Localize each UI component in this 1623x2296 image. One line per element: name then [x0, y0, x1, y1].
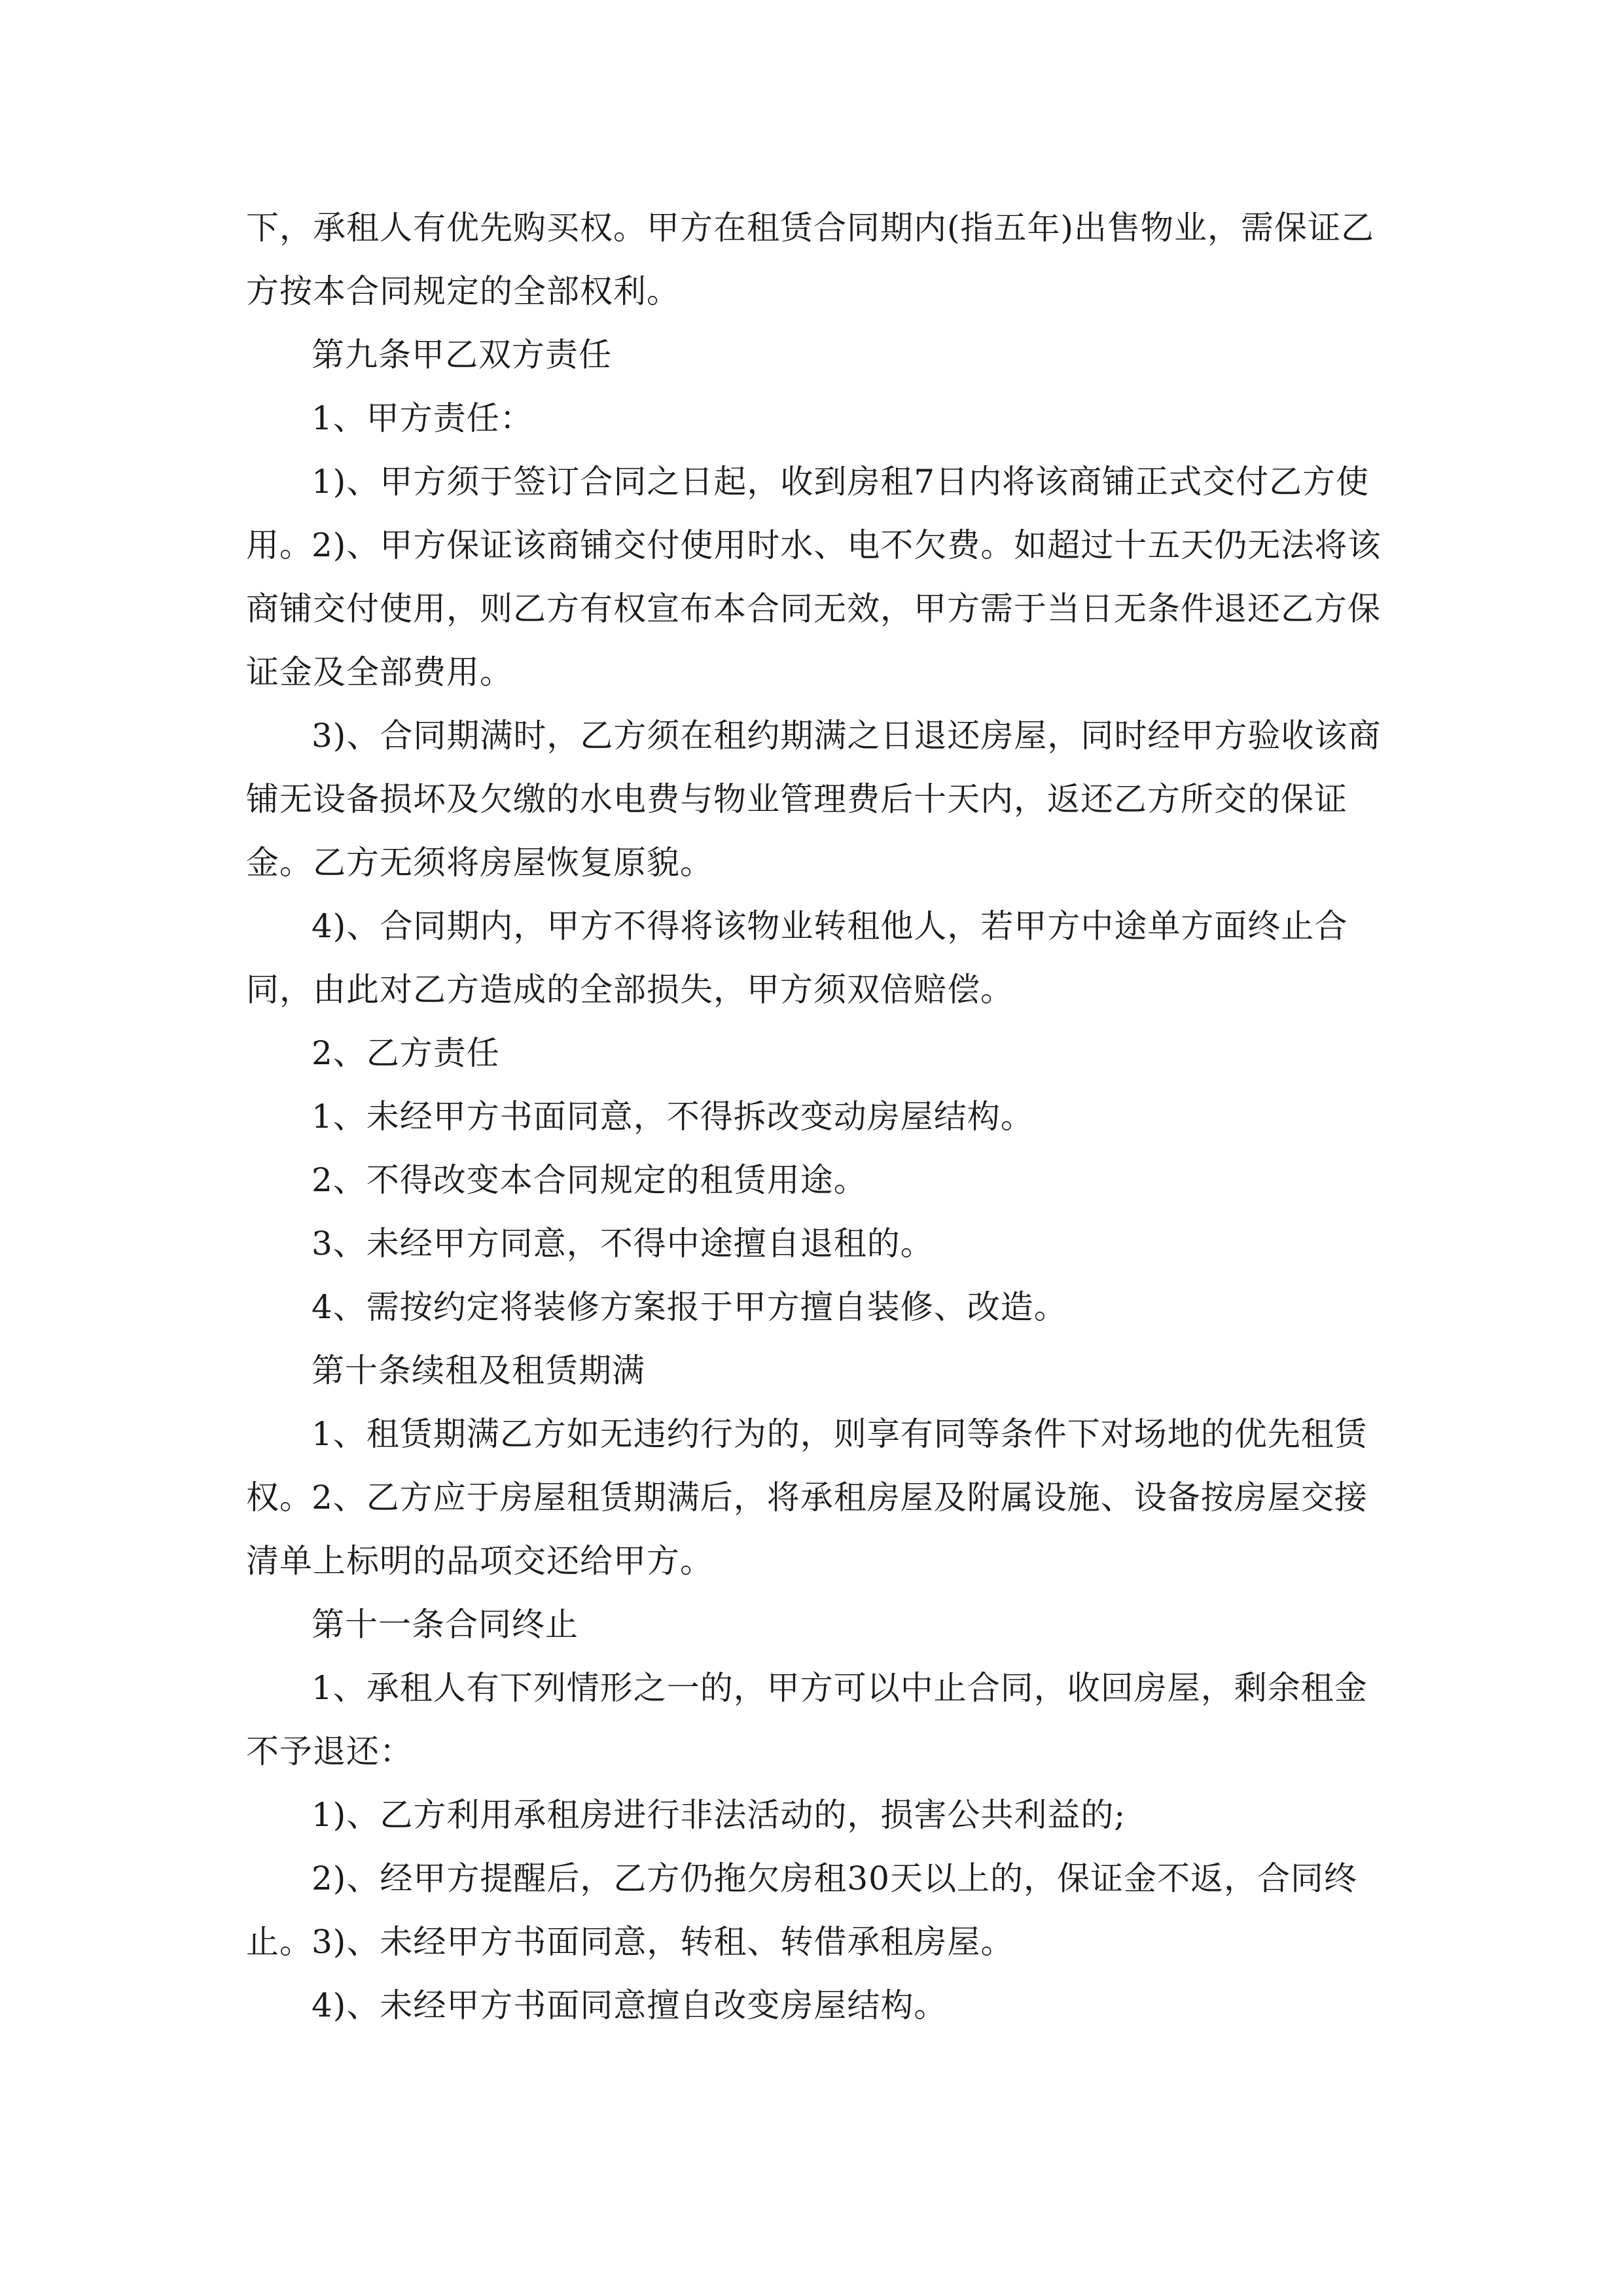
- subheading-party-b-duties: 2、乙方责任: [312, 1034, 500, 1072]
- list-item: 4、需按约定将装修方案报于甲方擅自装修、改造。: [312, 1288, 1067, 1326]
- list-item: 2)、经甲方提醒后，乙方仍拖欠房租30天以上的，保证金不返，合同终止。: [246, 1859, 1357, 1961]
- list-item: 1)、乙方利用承租房进行非法活动的，损害公共利益的;: [312, 1796, 1126, 1834]
- list-item: 2、乙方应于房屋租赁期满后，将承租房屋及附属设施、设备按房屋交接清单上标明的品项交还给甲方。: [246, 1479, 1368, 1580]
- section-heading-article-10: 第十条续租及租赁期满: [312, 1352, 645, 1390]
- list-item: 2)、甲方保证该商铺交付使用时水、电不欠费。如超过十五天仍无法将该商铺交付使用，则乙方有权宣布本合同无效，甲方需于当日无条件退还乙方保证金及全部费用。: [246, 526, 1382, 691]
- list-item: 4)、合同期内，甲方不得将该物业转租他人，若甲方中途单方面终止合同，由此对乙方造成的全部损失，甲方须双倍赔偿。: [246, 907, 1348, 1009]
- paragraph-continuation: 下，承租人有优先购买权。甲方在租赁合同期内(指五年)出售物业，需保证乙方按本合同规定的全部权利。: [246, 209, 1375, 310]
- list-item: 1)、甲方须于签订合同之日起，收到房租7日内将该商铺正式交付乙方使用。: [246, 463, 1370, 564]
- list-item: 3、未经甲方同意，不得中途擅自退租的。: [312, 1225, 934, 1263]
- list-item: 2、不得改变本合同规定的租赁用途。: [312, 1161, 867, 1199]
- section-heading-article-11: 第十一条合同终止: [312, 1605, 579, 1643]
- section-heading-article-9: 第九条甲乙双方责任: [312, 336, 612, 374]
- subheading-party-a-duties: 1、甲方责任：: [312, 399, 533, 437]
- list-item: 4)、未经甲方书面同意擅自改变房屋结构。: [312, 1986, 948, 2024]
- list-item: 1、承租人有下列情形之一的，甲方可以中止合同，收回房屋，剩余租金不予退还：: [246, 1669, 1368, 1770]
- list-item: 1、未经甲方书面同意，不得拆改变动房屋结构。: [312, 1098, 1034, 1136]
- list-item: 3)、未经甲方书面同意，转租、转借承租房屋。: [312, 1923, 1014, 1961]
- list-item: 1、租赁期满乙方如无违约行为的，则享有同等条件下对场地的优先租赁权。: [246, 1415, 1368, 1516]
- list-item: 3)、合同期满时，乙方须在租约期满之日退还房屋，同时经甲方验收该商铺无设备损坏及欠缴的水电费与物业管理费后十天内，返还乙方所交的保证金。乙方无须将房屋恢复原貌。: [246, 717, 1382, 882]
